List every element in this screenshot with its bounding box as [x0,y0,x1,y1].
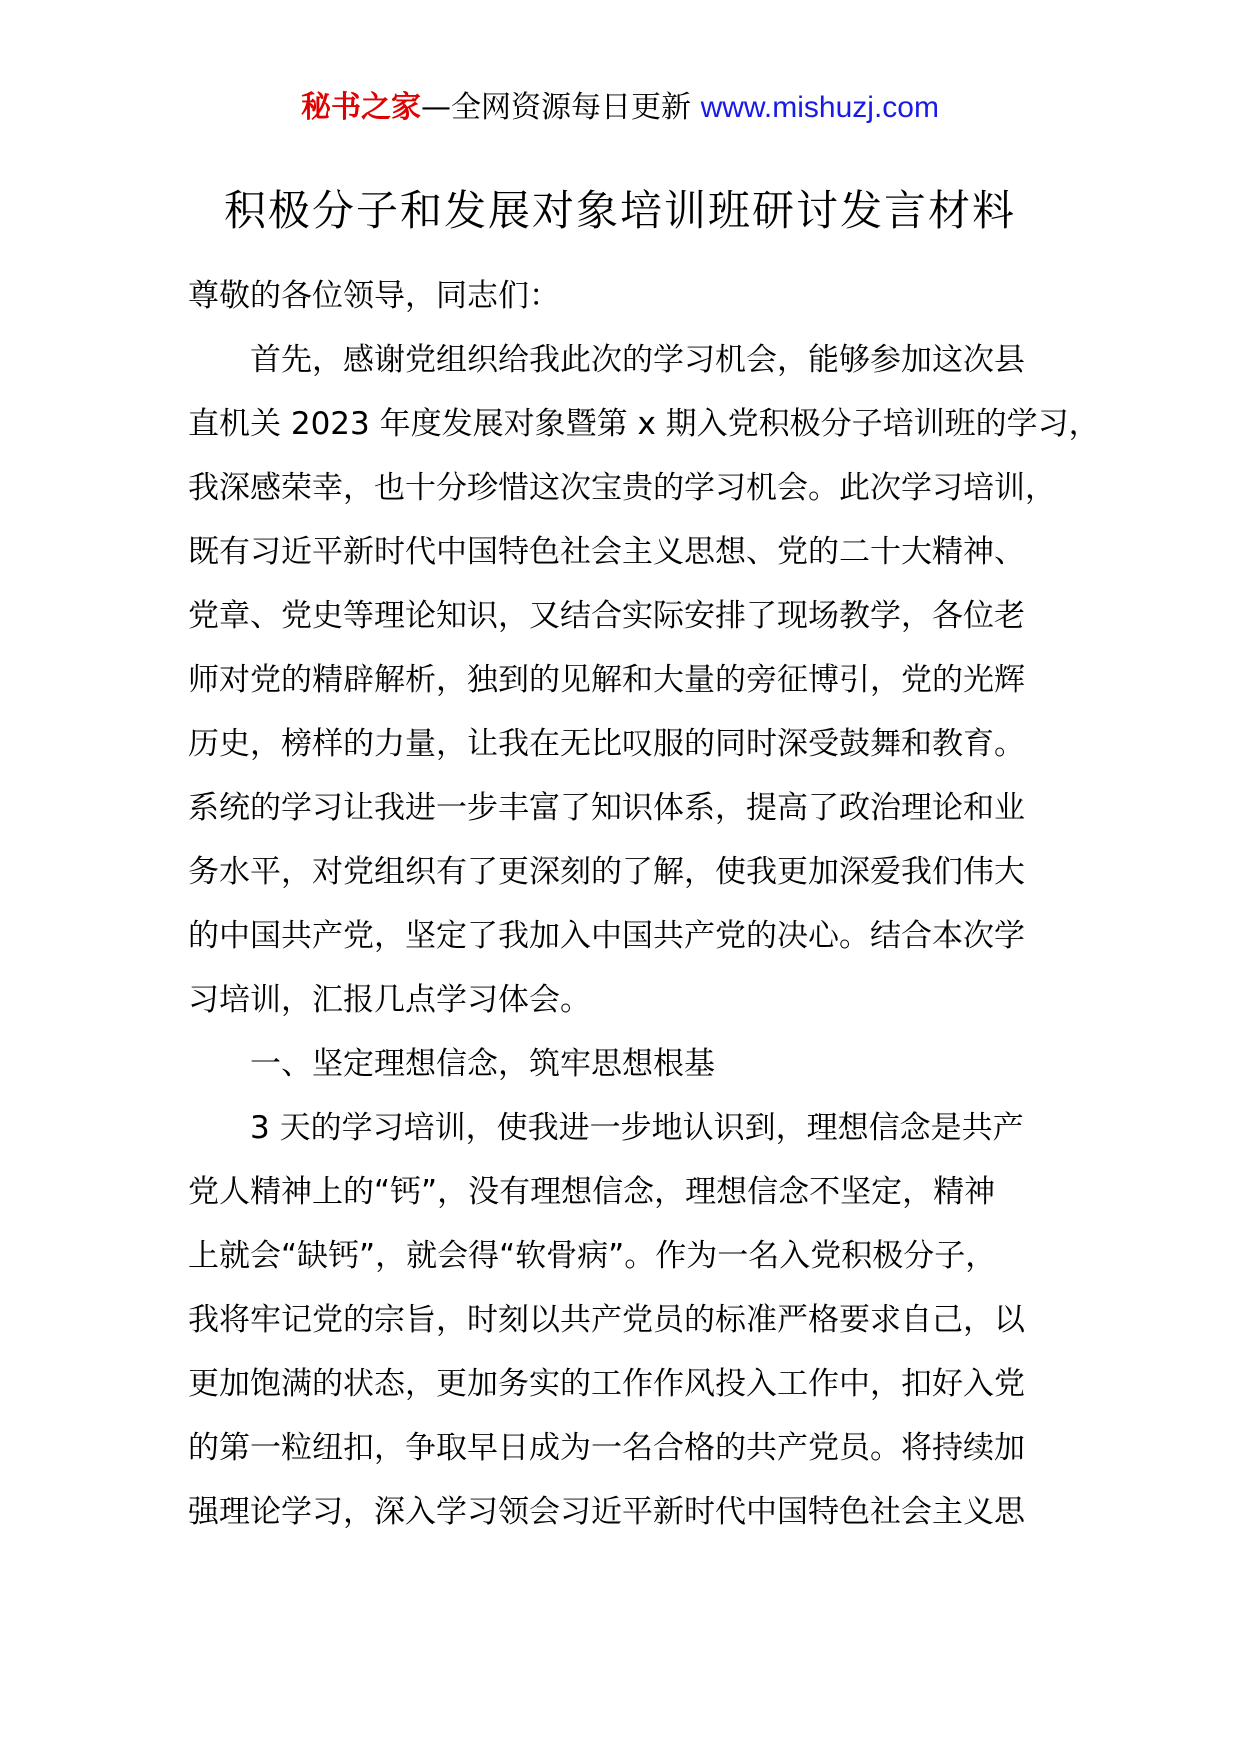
paragraph-line: 既有习近平新时代中国特色社会主义思想、党的二十大精神、 [188,534,1025,570]
paragraph-line: 首先，感谢党组织给我此次的学习机会，能够参加这次县 [250,342,1025,378]
document-body [188,264,1100,1544]
site-tagline: —全网资源每日更新 [421,90,692,125]
paragraph-line: 务水平，对党组织有了更深刻的了解，使我更加深爱我们伟大 [188,854,1025,890]
section-heading: 一、坚定理想信念，筑牢思想根基 [250,1046,715,1082]
paragraph-line: 历史，榜样的力量，让我在无比叹服的同时深受鼓舞和教育。 [188,726,1025,762]
paragraph-line: 党人精神上的“钙”，没有理想信念，理想信念不坚定，精神 [188,1174,996,1210]
paragraph-line: 我深感荣幸，也十分珍惜这次宝贵的学习机会。此次学习培训， [188,470,1056,506]
paragraph-line: 师对党的精辟解析，独到的见解和大量的旁征博引，党的光辉 [188,662,1025,698]
document-title: 积极分子和发展对象培训班研讨发言材料 [223,186,1016,235]
site-brand: 秘书之家 [301,90,422,125]
site-header [0,88,1240,128]
paragraph-line: 我将牢记党的宗旨，时刻以共产党员的标准严格要求自己，以 [188,1302,1025,1338]
paragraph-line: 系统的学习让我进一步丰富了知识体系，提高了政治理论和业 [188,790,1025,826]
paragraph-line: 的中国共产党，坚定了我加入中国共产党的决心。结合本次学 [188,918,1025,954]
paragraph-line: 直机关 2023 年度发展对象暨第 x 期入党积极分子培训班的学习， [188,406,1100,442]
paragraph-line: 上就会“缺钙”，就会得“软骨病”。作为一名入党积极分子， [188,1238,997,1274]
paragraph-line: 的第一粒纽扣，争取早日成为一名合格的共产党员。将持续加 [188,1430,1025,1466]
paragraph-line: 党章、党史等理论知识，又结合实际安排了现场教学，各位老 [188,598,1025,634]
salutation: 尊敬的各位领导，同志们： [188,278,560,314]
paragraph-line: 更加饱满的状态，更加务实的工作作风投入工作中，扣好入党 [188,1366,1025,1402]
paragraph-line: 习培训，汇报几点学习体会。 [188,982,591,1018]
paragraph-line: 强理论学习，深入学习领会习近平新时代中国特色社会主义思 [188,1494,1025,1530]
paragraph-line: 3 天的学习培训，使我进一步地认识到，理想信念是共产 [250,1110,1024,1146]
site-url-link[interactable]: www.mishuzj.com [700,91,939,124]
